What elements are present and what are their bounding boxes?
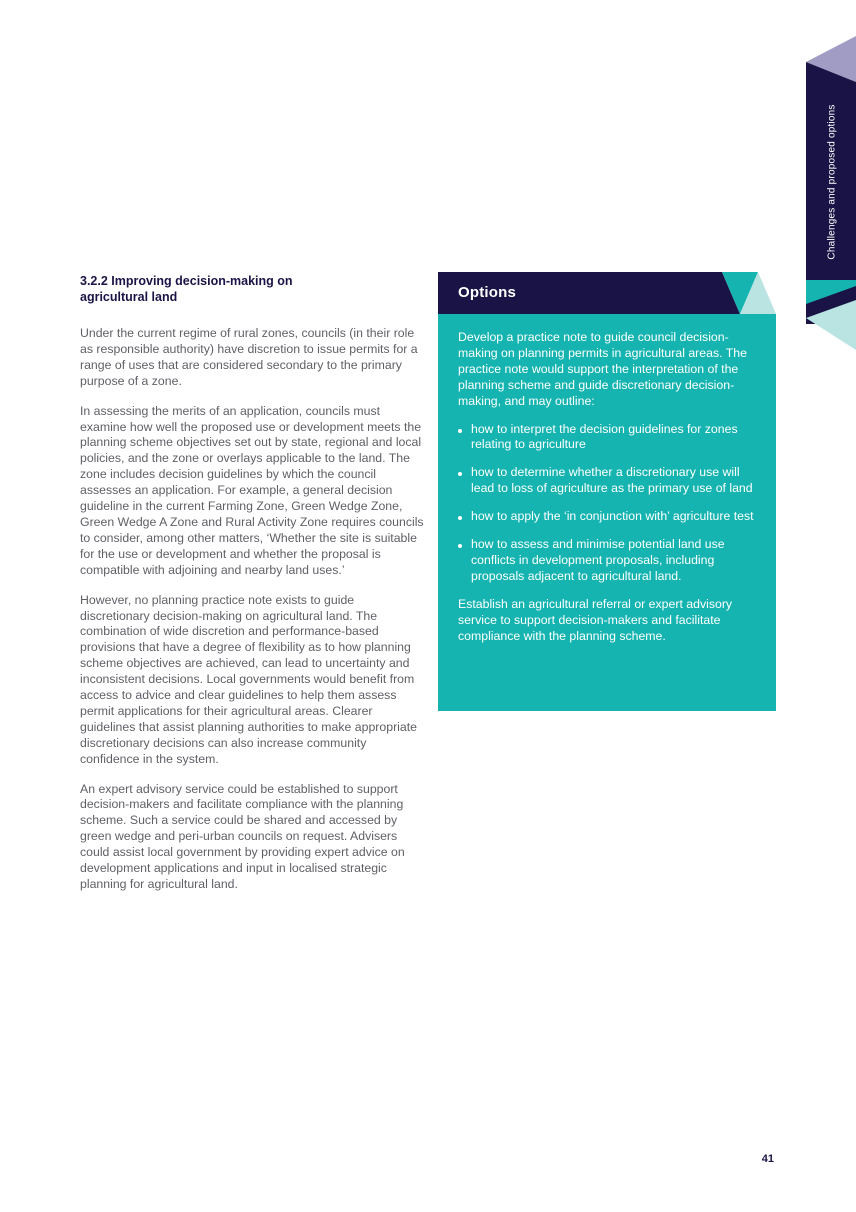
side-tab-label: Challenges and proposed options	[826, 104, 838, 260]
body-paragraph: An expert advisory service could be established to support decision-makers and facilitate compliance with the planning scheme. Such a service could be shared and accessed by green wedge and peri-urban councils on request. Advisers could assist local government by providing expert advice on development applications and input in localised strategic planning for agricultural land.	[80, 781, 405, 891]
body-paragraph: Under the current regime of rural zones, councils (in their role as responsible authority) have discretion to issue permits for a range of uses that are considered secondary to the primary purpose of a zone.	[80, 326, 418, 388]
options-list-item: how to determine whether a discretionary use will lead to loss of agriculture as the primary use of land	[458, 465, 756, 497]
page-number: 41	[761, 1153, 774, 1165]
main-column	[80, 273, 426, 907]
options-list-item: how to apply the ‘in conjunction with’ agriculture test	[458, 509, 756, 525]
options-list-item: how to interpret the decision guidelines for zones relating to agriculture	[458, 422, 756, 454]
section-heading: 3.2.2 Improving decision-making on agricultural land	[80, 274, 293, 304]
options-body	[438, 314, 776, 711]
body-paragraph: However, no planning practice note exists to guide discretionary decision-making on agricultural land. The combination of wide discretion and performance-based provisions that have a degree of flexibility as to how planning scheme objectives are achieved, can lead to uncertainty and inconsistent decisions. Local governments would benefit from access to advice and clear guidelines to help them assess permit applications for their agricultural areas. Clearer guidelines that assist planning authorities to make appropriate discretionary decisions can also increase community confidence in the system.	[80, 592, 418, 766]
options-list-item: how to assess and minimise potential land use conflicts in development proposals, including proposals adjacent to agricultural land.	[458, 537, 756, 585]
options-outro: Establish an agricultural referral or expert advisory service to support decision-makers and facilitate compliance with the planning scheme.	[458, 596, 733, 643]
options-title: Options	[458, 284, 517, 301]
options-intro: Develop a practice note to guide council decision-making on planning permits in agricultural areas. The practice note would support the interpretation of the planning scheme and guide discretionary decision-making, and may outline:	[458, 330, 747, 408]
options-list	[458, 422, 756, 585]
options-box	[438, 272, 776, 711]
options-header	[438, 272, 776, 314]
body-paragraph: In assessing the merits of an application, councils must examine how well the proposed use or development meets the planning scheme objectives set out by state, regional and local policies, and the zone or overlays applicable to the land. The zone includes decision guidelines by which the council assesses an application. For example, a general decision guideline in the current Farming Zone, Green Wedge Zone, Green Wedge A Zone and Rural Activity Zone requires councils to consider, among other matters, ‘Whether the site is suitable for the use or development and whether the proposal is compatible with adjoining and nearby land uses.’	[80, 403, 424, 577]
